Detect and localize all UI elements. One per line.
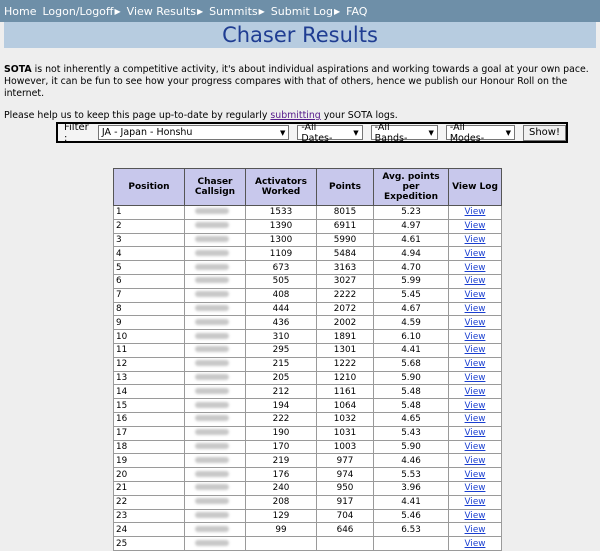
callsign-cell-blurred [185,274,246,288]
modes-value: -All Modes- [449,121,485,144]
callsign-cell-blurred [185,219,246,233]
activators-cell: 190 [246,426,317,440]
callsign-cell-blurred [185,399,246,413]
submenu-arrow-icon: ▶ [114,6,121,16]
blurred-callsign [195,471,229,477]
view-log-link[interactable]: View [464,510,486,521]
view-cell [449,247,502,261]
nav-item-label: Logon/Logoff [42,4,114,18]
chevron-down-icon: ▼ [279,128,286,137]
position-cell: 18 [114,440,185,454]
view-cell [449,288,502,302]
position-cell: 4 [114,247,185,261]
view-log-link[interactable]: View [464,441,486,452]
view-log-link[interactable]: View [464,497,486,508]
position-cell: 10 [114,330,185,344]
chevron-down-icon: ▼ [428,128,434,137]
position-cell: 13 [114,371,185,385]
view-cell [449,385,502,399]
avg-points-cell: 5.99 [374,274,449,288]
nav-item-submit-log[interactable] [271,5,340,18]
table-row [114,330,502,344]
bands-select[interactable] [371,121,438,144]
position-cell: 25 [114,537,185,551]
points-cell: 1064 [317,399,374,413]
activators-cell: 129 [246,509,317,523]
blurred-callsign [195,208,229,214]
view-log-link[interactable]: View [464,234,486,245]
points-cell: 1210 [317,371,374,385]
view-log-link[interactable]: View [464,345,486,356]
view-cell [449,481,502,495]
nav-item-faq[interactable] [346,5,367,18]
points-cell: 646 [317,523,374,537]
callsign-cell-blurred [185,261,246,275]
callsign-cell-blurred [185,468,246,482]
points-cell: 704 [317,509,374,523]
table-row [114,261,502,275]
points-cell: 1222 [317,357,374,371]
table-row [114,454,502,468]
submenu-arrow-icon: ▶ [333,6,341,16]
view-cell [449,330,502,344]
callsign-cell-blurred [185,412,246,426]
nav-item-home[interactable] [4,5,36,18]
position-cell: 23 [114,509,185,523]
table-row [114,343,502,357]
view-log-link[interactable]: View [464,221,486,232]
blurred-callsign [195,291,229,297]
view-log-link[interactable]: View [464,207,486,218]
table-row [114,399,502,413]
avg-points-cell: 3.96 [374,481,449,495]
view-cell [449,261,502,275]
blurred-callsign [195,512,229,518]
intro-p2-after: your SOTA logs. [320,110,398,121]
view-cell [449,316,502,330]
activators-cell: 176 [246,468,317,482]
view-log-link[interactable]: View [464,290,486,301]
view-log-link[interactable]: View [464,331,486,342]
position-cell: 9 [114,316,185,330]
view-cell [449,357,502,371]
position-cell: 14 [114,385,185,399]
position-cell: 1 [114,206,185,220]
callsign-cell-blurred [185,206,246,220]
position-cell: 5 [114,261,185,275]
table-row [114,274,502,288]
position-cell: 6 [114,274,185,288]
view-log-link[interactable]: View [464,428,486,439]
intro-p2-before: Please help us to keep this page up-to-date by regularly [4,110,271,121]
intro-text [4,64,596,122]
activators-cell: 205 [246,371,317,385]
blurred-callsign [195,236,229,242]
view-log-link[interactable]: View [464,414,486,425]
activators-cell: 1533 [246,206,317,220]
view-cell [449,495,502,509]
blurred-callsign [195,333,229,339]
avg-points-cell: 6.10 [374,330,449,344]
avg-points-cell: 5.23 [374,206,449,220]
points-cell: 3163 [317,261,374,275]
chevron-down-icon: ▼ [353,128,359,137]
view-cell [449,274,502,288]
points-cell: 950 [317,481,374,495]
submitting-link[interactable]: submitting [270,110,321,121]
blurred-callsign [195,484,229,490]
avg-points-cell: 5.90 [374,440,449,454]
submenu-arrow-icon: ▶ [258,6,265,16]
position-cell: 2 [114,219,185,233]
sota-bold: SOTA [4,64,32,75]
view-log-link[interactable]: View [464,538,486,549]
header-view-log: View Log [449,169,502,206]
title-bar [4,22,596,48]
avg-points-cell: 4.41 [374,495,449,509]
points-cell: 977 [317,454,374,468]
avg-points-cell: 4.46 [374,454,449,468]
chevron-down-icon: ▼ [505,128,511,137]
table-row [114,302,502,316]
table-row [114,288,502,302]
position-cell: 11 [114,343,185,357]
table-row [114,481,502,495]
view-log-link[interactable]: View [464,400,486,411]
page-title: Chaser Results [222,23,378,47]
view-cell [449,233,502,247]
avg-points-cell: 5.48 [374,399,449,413]
view-log-link[interactable]: View [464,276,486,287]
blurred-callsign [195,429,229,435]
points-cell: 1891 [317,330,374,344]
position-cell: 3 [114,233,185,247]
view-cell [449,440,502,454]
view-cell [449,426,502,440]
callsign-cell-blurred [185,357,246,371]
points-cell: 917 [317,495,374,509]
avg-points-cell: 5.90 [374,371,449,385]
activators-cell: 222 [246,412,317,426]
callsign-cell-blurred [185,454,246,468]
table-row [114,371,502,385]
table-row [114,495,502,509]
avg-points-cell: 4.41 [374,343,449,357]
view-cell [449,454,502,468]
table-row [114,412,502,426]
points-cell: 3027 [317,274,374,288]
view-log-link[interactable]: View [464,469,486,480]
activators-cell: 310 [246,330,317,344]
table-row [114,440,502,454]
points-cell: 8015 [317,206,374,220]
callsign-cell-blurred [185,509,246,523]
callsign-cell-blurred [185,523,246,537]
position-cell: 8 [114,302,185,316]
callsign-cell-blurred [185,247,246,261]
avg-points-cell: 6.53 [374,523,449,537]
view-cell [449,523,502,537]
view-cell [449,219,502,233]
points-cell: 2072 [317,302,374,316]
nav-item-label: Home [4,4,37,18]
position-cell: 20 [114,468,185,482]
blurred-callsign [195,222,229,228]
header-position: Position [114,169,185,206]
header-callsign: Chaser Callsign [185,169,246,206]
blurred-callsign [195,443,229,449]
avg-points-cell: 5.53 [374,468,449,482]
avg-points-cell: 4.61 [374,233,449,247]
intro-paragraph-2 [4,110,596,122]
points-cell: 2222 [317,288,374,302]
points-cell: 1032 [317,412,374,426]
view-log-link[interactable]: View [464,455,486,466]
points-cell: 1003 [317,440,374,454]
table-row [114,233,502,247]
callsign-cell-blurred [185,288,246,302]
blurred-callsign [195,540,229,546]
callsign-cell-blurred [185,537,246,551]
callsign-cell-blurred [185,495,246,509]
table-row [114,316,502,330]
blurred-callsign [195,388,229,394]
avg-points-cell: 4.94 [374,247,449,261]
avg-points-cell: 4.67 [374,302,449,316]
view-log-link[interactable]: View [464,359,486,370]
view-log-link[interactable]: View [464,386,486,397]
activators-cell: 444 [246,302,317,316]
table-row [114,537,502,551]
view-log-link[interactable]: View [464,262,486,273]
nav-item-label: FAQ [346,4,368,18]
table-row [114,468,502,482]
activators-cell: 170 [246,440,317,454]
avg-points-cell: 4.97 [374,219,449,233]
position-cell: 16 [114,412,185,426]
points-cell: 6911 [317,219,374,233]
position-cell: 15 [114,399,185,413]
callsign-cell-blurred [185,233,246,247]
position-cell: 24 [114,523,185,537]
nav-item-summits[interactable] [209,5,265,18]
activators-cell: 1109 [246,247,317,261]
header-activators: Activators Worked [246,169,317,206]
blurred-callsign [195,264,229,270]
filter-box [56,122,568,143]
position-cell: 17 [114,426,185,440]
activators-cell: 215 [246,357,317,371]
table-row [114,426,502,440]
avg-points-cell: 4.65 [374,412,449,426]
view-cell [449,206,502,220]
table-row [114,247,502,261]
points-cell: 5484 [317,247,374,261]
position-cell: 21 [114,481,185,495]
blurred-callsign [195,319,229,325]
position-cell: 22 [114,495,185,509]
callsign-cell-blurred [185,343,246,357]
avg-points-cell [374,537,449,551]
activators-cell: 1390 [246,219,317,233]
blurred-callsign [195,250,229,256]
view-log-link[interactable]: View [464,524,486,535]
blurred-callsign [195,360,229,366]
points-cell: 1031 [317,426,374,440]
association-select[interactable] [98,125,289,140]
position-cell: 7 [114,288,185,302]
points-cell [317,537,374,551]
blurred-callsign [195,305,229,311]
header-points: Points [317,169,374,206]
avg-points-cell: 5.48 [374,385,449,399]
view-cell [449,537,502,551]
points-cell: 5990 [317,233,374,247]
blurred-callsign [195,374,229,380]
callsign-cell-blurred [185,302,246,316]
bands-value: -All Bands- [374,121,408,144]
view-log-link[interactable]: View [464,372,486,383]
blurred-callsign [195,402,229,408]
dates-select[interactable] [297,121,362,144]
nav-item-label: Summits [209,4,258,18]
avg-points-cell: 5.68 [374,357,449,371]
activators-cell: 212 [246,385,317,399]
activators-cell: 240 [246,481,317,495]
header-row [114,169,502,206]
table-row [114,385,502,399]
callsign-cell-blurred [185,385,246,399]
dates-value: -All Dates- [301,121,333,144]
points-cell: 1161 [317,385,374,399]
callsign-cell-blurred [185,426,246,440]
table-row [114,509,502,523]
position-cell: 19 [114,454,185,468]
table-row [114,219,502,233]
callsign-cell-blurred [185,481,246,495]
points-cell: 974 [317,468,374,482]
table-row [114,206,502,220]
activators-cell: 194 [246,399,317,413]
submenu-arrow-icon: ▶ [196,6,204,16]
nav-item-logon-logoff[interactable] [42,5,120,18]
nav-item-label: View Results [126,4,196,18]
activators-cell [246,537,317,551]
callsign-cell-blurred [185,440,246,454]
blurred-callsign [195,415,229,421]
view-cell [449,371,502,385]
callsign-cell-blurred [185,371,246,385]
top-nav [0,0,600,22]
activators-cell: 295 [246,343,317,357]
activators-cell: 505 [246,274,317,288]
points-cell: 1301 [317,343,374,357]
blurred-callsign [195,277,229,283]
activators-cell: 436 [246,316,317,330]
view-cell [449,468,502,482]
avg-points-cell: 5.46 [374,509,449,523]
avg-points-cell: 4.70 [374,261,449,275]
header-avg-points: Avg. points per Expedition [374,169,449,206]
avg-points-cell: 5.45 [374,288,449,302]
avg-points-cell: 4.59 [374,316,449,330]
nav-item-label: Submit Log [270,4,333,18]
activators-cell: 673 [246,261,317,275]
show-button[interactable]: Show! [523,125,566,141]
view-cell [449,302,502,316]
position-cell: 12 [114,357,185,371]
filter-label: Filter : [64,121,89,144]
avg-points-cell: 5.43 [374,426,449,440]
points-cell: 2002 [317,316,374,330]
blurred-callsign [195,498,229,504]
blurred-callsign [195,346,229,352]
activators-cell: 99 [246,523,317,537]
activators-cell: 408 [246,288,317,302]
view-cell [449,399,502,413]
modes-select[interactable] [446,121,515,144]
view-log-link[interactable]: View [464,248,486,259]
view-log-link[interactable]: View [464,483,486,494]
nav-item-view-results[interactable] [127,5,203,18]
blurred-callsign [195,526,229,532]
view-log-link[interactable]: View [464,317,486,328]
association-value: JA - Japan - Honshu [101,127,193,138]
callsign-cell-blurred [185,330,246,344]
table-row [114,523,502,537]
activators-cell: 219 [246,454,317,468]
view-cell [449,509,502,523]
intro-p1-text: is not inherently a competitive activity, it's about individual aspirations and working towards a goal at your own pace. However, it can be fun to see how your progress compares with that of others, hence we publish our Honour Roll on the internet. [4,64,589,99]
activators-cell: 208 [246,495,317,509]
view-log-link[interactable]: View [464,303,486,314]
callsign-cell-blurred [185,316,246,330]
table-row [114,357,502,371]
view-cell [449,412,502,426]
blurred-callsign [195,457,229,463]
results-table [113,168,502,551]
intro-paragraph-1 [4,64,596,100]
activators-cell: 1300 [246,233,317,247]
view-cell [449,343,502,357]
